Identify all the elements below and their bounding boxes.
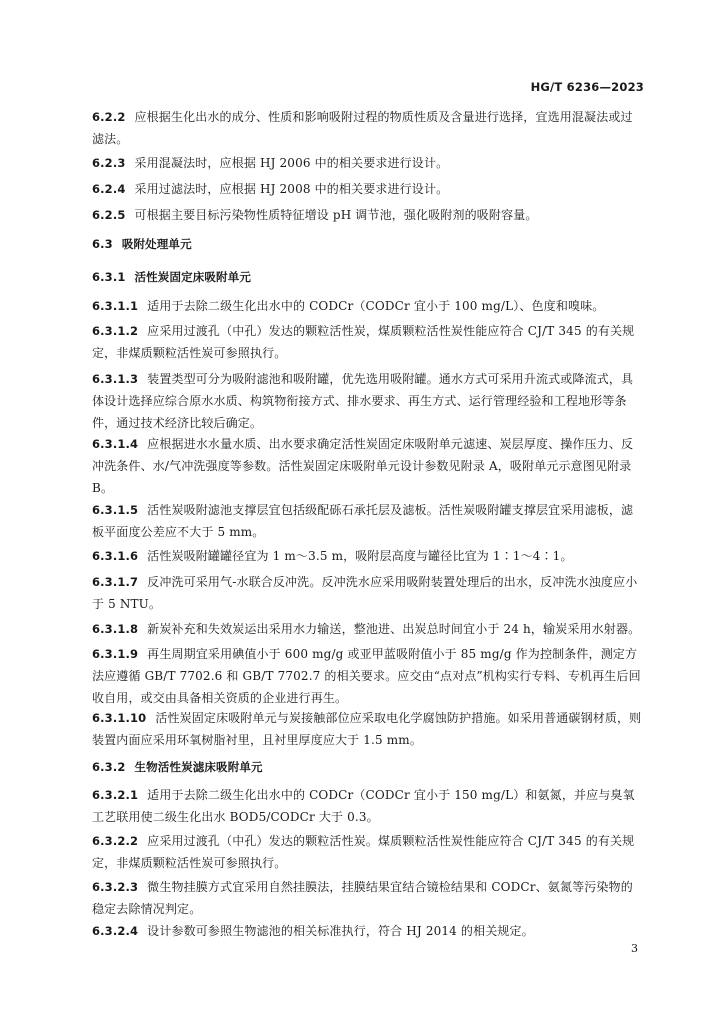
- clause-number: 6.3.1.8: [92, 622, 139, 636]
- clause-6-2-4: [92, 178, 644, 200]
- clause-6-3-1-5: [92, 499, 644, 543]
- clause-text: 微生物挂膜方式宜采用自然挂膜法，挂膜结果宜结合镜检结果和 CODCr、氨氮等污染物的稳定去除情况判定。: [92, 880, 633, 916]
- clause-text: 适用于去除二级生化出水中的 CODCr（CODCr 宜小于 100 mg/L）、色度和嗅味。: [147, 299, 605, 313]
- clause-text: 应根据生化出水的成分、性质和影响吸附过程的物质性质及含量进行选择，宜选用混凝法或过滤法。: [92, 110, 633, 146]
- clause-text: 应采用过渡孔（中孔）发达的颗粒活性炭，煤质颗粒活性炭性能应符合 CJ/T 345 的有关规定，非煤质颗粒活性炭可参照执行。: [92, 324, 635, 360]
- clause-number: 6.3.1.6: [92, 549, 139, 563]
- clause-6-2-2: [92, 106, 644, 150]
- clause-text: 新炭补充和失效炭运出采用水力输送，整池进、出炭总时间宜小于 24 h，输炭采用水射器。: [147, 622, 641, 636]
- clause-number: 6.3.1.10: [92, 711, 147, 725]
- clause-number: 6.3.2: [92, 760, 126, 774]
- clause-number: 6.3: [92, 237, 113, 251]
- clause-6-3-1-10: [92, 707, 644, 751]
- section-title: 活性炭固定床吸附单元: [134, 270, 251, 284]
- clause-6-3-1-3: [92, 368, 644, 434]
- clause-6-3-2-1: [92, 784, 644, 828]
- document-id-header: HG/T 6236—2023: [530, 80, 644, 94]
- clause-number: 6.3.1.1: [92, 299, 139, 313]
- clause-6-2-3: [92, 152, 644, 174]
- clause-text: 活性炭吸附滤池支撑层宜包括级配砾石承托层及滤板。活性炭吸附罐支撑层宜采用滤板，滤板平面度公差应不大于 5 mm。: [92, 503, 634, 539]
- clause-6-3-1-6: [92, 545, 644, 567]
- clause-6-3-2-3: [92, 876, 644, 920]
- clause-number: 6.3.1.5: [92, 503, 139, 517]
- clause-6-3-1-8: [92, 618, 644, 640]
- clause-6-3-1-1: [92, 295, 644, 317]
- section-heading-6-3: [92, 233, 644, 255]
- clause-text: 采用过滤法时，应根据 HJ 2008 中的相关要求进行设计。: [134, 182, 449, 196]
- section-title: 吸附处理单元: [121, 237, 192, 251]
- clause-text: 应根据进水水量水质、出水要求确定活性炭固定床吸附单元滤速、炭层厚度、操作压力、反冲洗条件、水/气冲洗强度等参数。活性炭固定床吸附单元设计参数见附录 A，吸附单元示意图见附录 B。: [92, 437, 634, 495]
- clause-6-3-2-4: [92, 920, 644, 942]
- section-heading-6-3-2: [92, 756, 644, 778]
- clause-text: 应采用过渡孔（中孔）发达的颗粒活性炭。煤质颗粒活性炭性能应符合 CJ/T 345 的有关规定，非煤质颗粒活性炭可参照执行。: [92, 834, 635, 870]
- clause-number: 6.3.2.4: [92, 924, 139, 938]
- section-title: 生物活性炭滤床吸附单元: [134, 760, 263, 774]
- clause-number: 6.3.1: [92, 270, 126, 284]
- section-heading-6-3-1: [92, 266, 644, 288]
- clause-text: 适用于去除二级生化出水中的 CODCr（CODCr 宜小于 150 mg/L）和氨氮，并应与臭氧工艺联用使二级生化出水 BOD5/CODCr 大于 0.3。: [92, 788, 635, 824]
- clause-text: 活性炭固定床吸附单元与炭接触部位应采取电化学腐蚀防护措施。如采用普通碳钢材质，则装置内面应采用环氧树脂衬里，且衬里厚度应大于 1.5 mm。: [92, 711, 642, 747]
- clause-6-3-1-9: [92, 643, 644, 709]
- clause-6-2-5: [92, 204, 644, 226]
- clause-6-3-1-2: [92, 320, 644, 364]
- clause-text: 可根据主要目标污染物性质特征增设 pH 调节池，强化吸附剂的吸附容量。: [134, 208, 538, 222]
- clause-number: 6.2.3: [92, 156, 126, 170]
- clause-text: 设计参数可参照生物滤池的相关标准执行，符合 HJ 2014 的相关规定。: [147, 924, 534, 938]
- clause-text: 再生周期宜采用碘值小于 600 mg/g 或亚甲蓝吸附值小于 85 mg/g 作为控制条件，测定方法应遵循 GB/T 7702.6 和 GB/T 7702.7 的相关要求。应交由“点对点”机构实行专料、专机再生后回收自用，或交由具备相关资质的企业进行再生。: [92, 647, 641, 705]
- clause-number: 6.3.1.2: [92, 324, 139, 338]
- clause-number: 6.2.2: [92, 110, 126, 124]
- clause-6-3-1-4: [92, 433, 644, 499]
- clause-number: 6.3.1.9: [92, 647, 139, 661]
- clause-number: 6.3.2.1: [92, 788, 139, 802]
- clause-number: 6.3.1.3: [92, 372, 139, 386]
- clause-number: 6.3.1.7: [92, 575, 139, 589]
- clause-text: 装置类型可分为吸附滤池和吸附罐，优先选用吸附罐。通水方式可采用升流式或降流式，具体设计选择应综合原水水质、构筑物衔接方式、排水要求、再生方式、运行管理经验和工程地形等条件，通过技术经济比较后确定。: [92, 372, 634, 430]
- clause-number: 6.3.1.4: [92, 437, 139, 451]
- clause-6-3-1-7: [92, 571, 644, 615]
- clause-text: 采用混凝法时，应根据 HJ 2006 中的相关要求进行设计。: [134, 156, 449, 170]
- clause-6-3-2-2: [92, 830, 644, 874]
- clause-number: 6.2.4: [92, 182, 126, 196]
- page-number: 3: [631, 942, 638, 955]
- clause-number: 6.2.5: [92, 208, 126, 222]
- clause-text: 反冲洗可采用气-水联合反冲洗。反冲洗水应采用吸附装置处理后的出水，反冲洗水浊度应小于 5 NTU。: [92, 575, 638, 611]
- clause-number: 6.3.2.2: [92, 834, 139, 848]
- clause-text: 活性炭吸附罐罐径宜为 1 m～3.5 m，吸附层高度与罐径比宜为 1∶1～4∶1。: [147, 549, 573, 563]
- clause-number: 6.3.2.3: [92, 880, 139, 894]
